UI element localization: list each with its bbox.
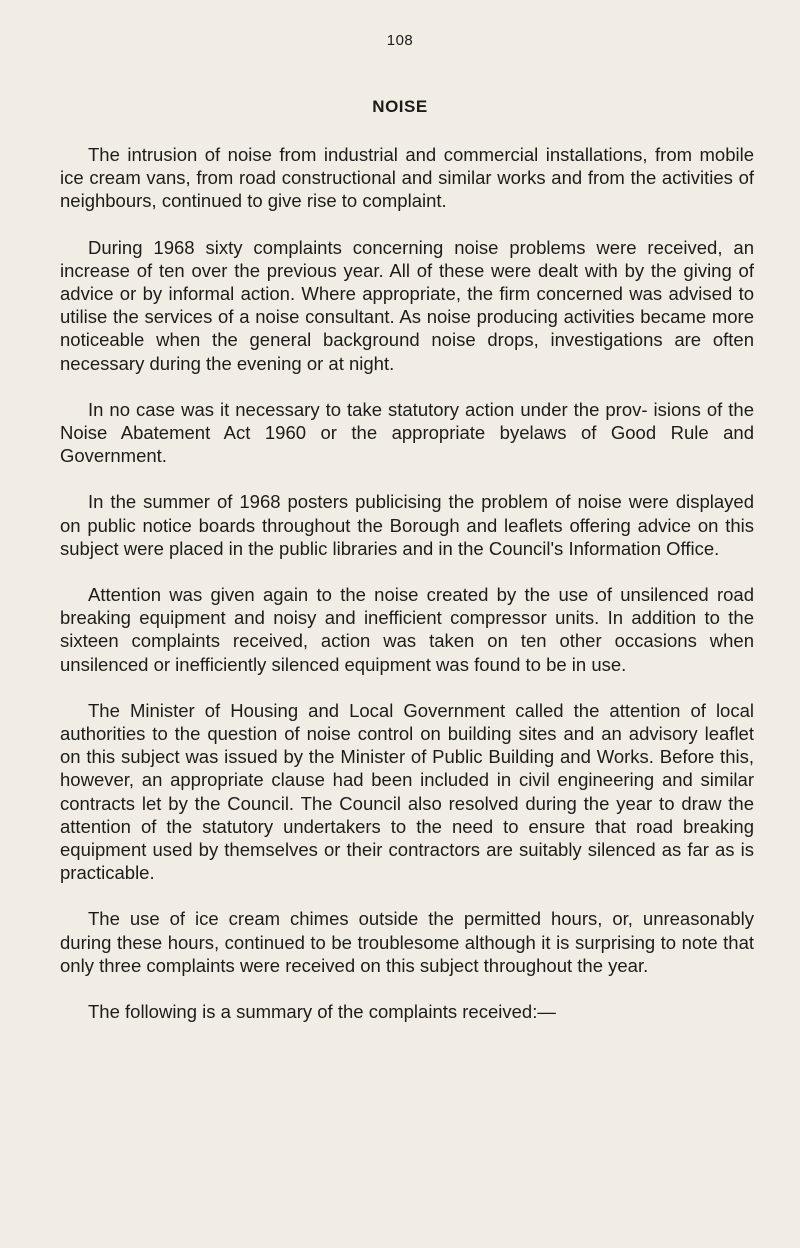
body-text bbox=[60, 143, 754, 1046]
paragraph-statutory-action: In no case was it necessary to take statutory action under the prov- isions of the Noise Abatement Act 1960 or the appropriate byelaws of Good Rule and Government. bbox=[60, 398, 754, 467]
paragraph-road-breaking: Attention was given again to the noise created by the use of unsilenced road breaking equipment and noisy and inefficient compressor units. In addition to the sixteen complaints received, action was taken on ten other occasions when unsilenced or inefficiently silenced equipment was found to be in use. bbox=[60, 584, 754, 675]
paragraph-minister: The Minister of Housing and Local Government called the attention of local authorities to the question of noise control on building sites and an advisory leaflet on this subject was issued by the Minister of Public Building and Works. Before this, however, an appropriate clause had been included in civil engineering and similar contracts let by the Council. The Council also resolved during the year to draw the attention of the statutory undertakers to the need to ensure that road breaking equipment used by themselves or their contractors are suitably silenced as far as is practicable. bbox=[60, 699, 754, 884]
paragraph-summary-intro: The following is a summary of the complaints received:— bbox=[88, 1001, 556, 1023]
page-number: 108 bbox=[386, 32, 414, 49]
paragraph-complaints-1968: During 1968 sixty complaints concerning noise problems were received, an increase of ten over the previous year. All of these were dealt with by the giving of advice or by informal action. Where appropriate, the firm concerned was advised to utilise the services of a noise consultant. As noise producing activities became more noticeable when the general background noise drops, investigations are often necessary during the evening or at night. bbox=[60, 236, 754, 374]
paragraph-intro: The intrusion of noise from industrial and commercial installations, from mobile ice cream vans, from road constructional and similar works and from the activities of neighbours, continued to give rise to complaint. bbox=[60, 144, 754, 212]
paragraph-ice-cream-chimes: The use of ice cream chimes outside the permitted hours, or, unreasonably during these hours, continued to be troublesome although it is surprising to note that only three complaints were received on this subject throughout the year. bbox=[60, 908, 754, 976]
section-title: NOISE bbox=[372, 97, 428, 116]
paragraph-posters: In the summer of 1968 posters publicising the problem of noise were displayed on public notice boards throughout the Borough and leaflets offering advice on this subject were placed in the public libraries and in the Council's Information Office. bbox=[60, 491, 754, 559]
